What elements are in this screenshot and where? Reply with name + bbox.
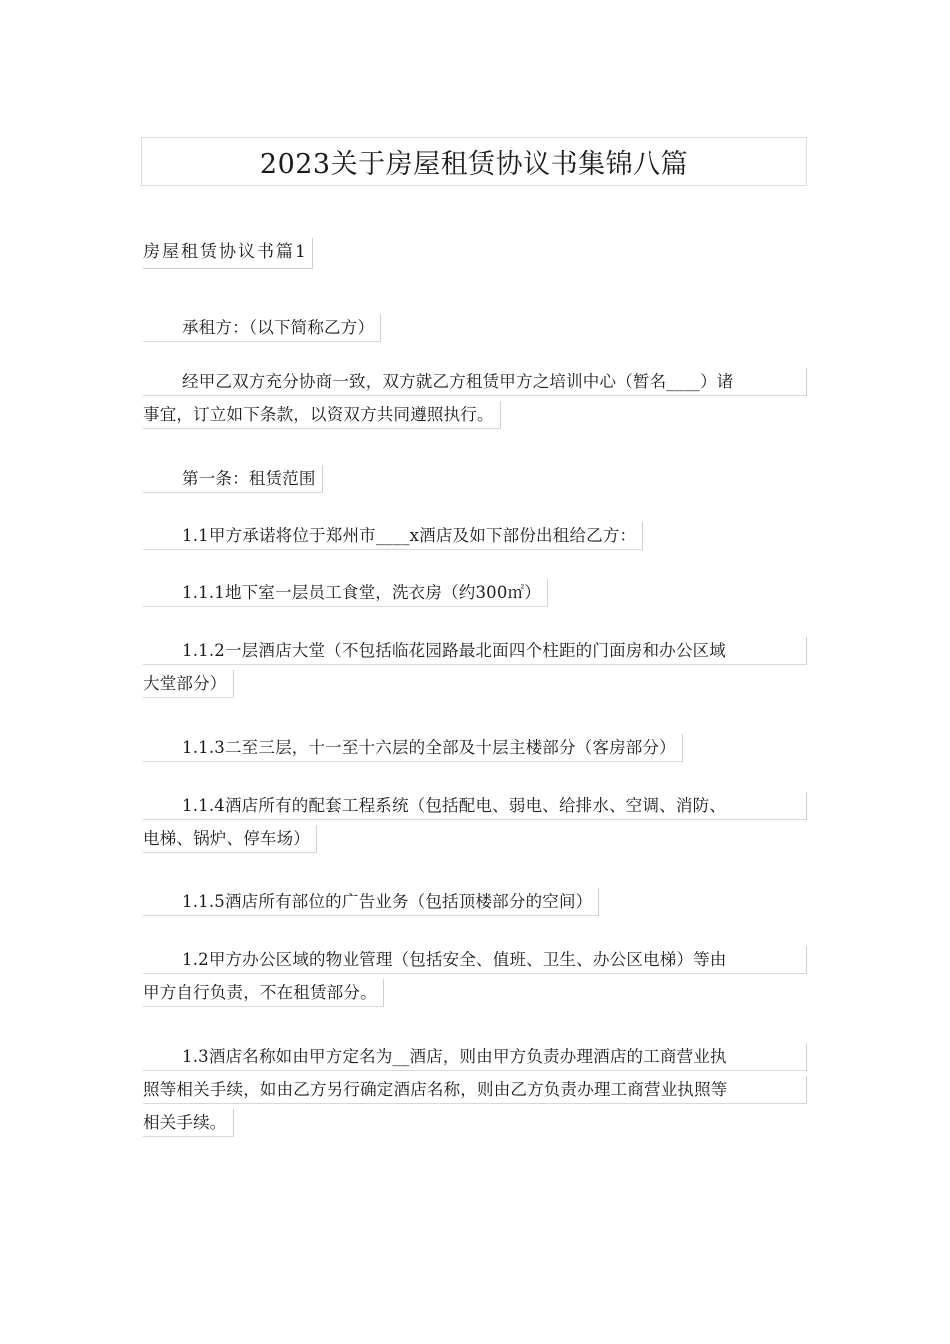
paragraph-line: 甲方自行负责，不在租赁部分。 bbox=[143, 979, 384, 1007]
paragraph-line: 照等相关手续，如由乙方另行确定酒店名称，则由乙方负责办理工商营业执照等 bbox=[143, 1076, 807, 1104]
paragraph-line: 1.1.5酒店所有部位的广告业务（包括顶楼部分的空间） bbox=[143, 888, 599, 916]
paragraph-line: 1.2甲方办公区域的物业管理（包括安全、值班、卫生、办公区电梯）等由 bbox=[143, 946, 807, 974]
paragraph-clause-1-1 bbox=[143, 520, 807, 553]
paragraph-line: 1.1.1地下室一层员工食堂，洗衣房（约300㎡） bbox=[143, 579, 548, 607]
paragraph-line: 第一条：租赁范围 bbox=[143, 465, 323, 493]
paragraph-preamble bbox=[143, 366, 807, 432]
paragraph-clause-1-3 bbox=[143, 1041, 807, 1140]
paragraph-line: 电梯、锅炉、停车场） bbox=[143, 825, 317, 853]
paragraph-line: 1.1.3二至三层，十一至十六层的全部及十层主楼部分（客房部分） bbox=[143, 734, 683, 762]
paragraph-clause-1-1-2 bbox=[143, 635, 807, 701]
paragraph-line: 1.3酒店名称如由甲方定名为__酒店，则由甲方负责办理酒店的工商营业执 bbox=[143, 1043, 807, 1071]
paragraph-lessee bbox=[143, 312, 807, 345]
paragraph-line: 事宜，订立如下条款，以资双方共同遵照执行。 bbox=[143, 401, 501, 429]
paragraph-clause-1-1-3 bbox=[143, 732, 807, 765]
paragraph-clause-1-1-5 bbox=[143, 886, 807, 919]
paragraph-line: 经甲乙双方充分协商一致，双方就乙方租赁甲方之培训中心（暂名____）诸 bbox=[143, 368, 807, 396]
paragraph-line: 1.1甲方承诺将位于郑州市____x酒店及如下部份出租给乙方： bbox=[143, 522, 643, 550]
paragraph-line: 承租方：（以下简称乙方） bbox=[143, 314, 381, 342]
paragraph-line: 大堂部分） bbox=[143, 670, 234, 698]
document-title: 2023关于房屋租赁协议书集锦八篇 bbox=[141, 137, 807, 186]
section-heading: 房屋租赁协议书篇1 bbox=[143, 238, 313, 269]
paragraph-line: 1.1.4酒店所有的配套工程系统（包括配电、弱电、给排水、空调、消防、 bbox=[143, 792, 807, 820]
paragraph-clause-1-1-4 bbox=[143, 790, 807, 856]
paragraph-line: 1.1.2一层酒店大堂（不包括临花园路最北面四个柱距的门面房和办公区域 bbox=[143, 637, 807, 665]
paragraph-article-1 bbox=[143, 463, 807, 496]
paragraph-line: 相关手续。 bbox=[143, 1109, 234, 1137]
paragraph-clause-1-1-1 bbox=[143, 577, 807, 610]
paragraph-clause-1-2 bbox=[143, 944, 807, 1010]
